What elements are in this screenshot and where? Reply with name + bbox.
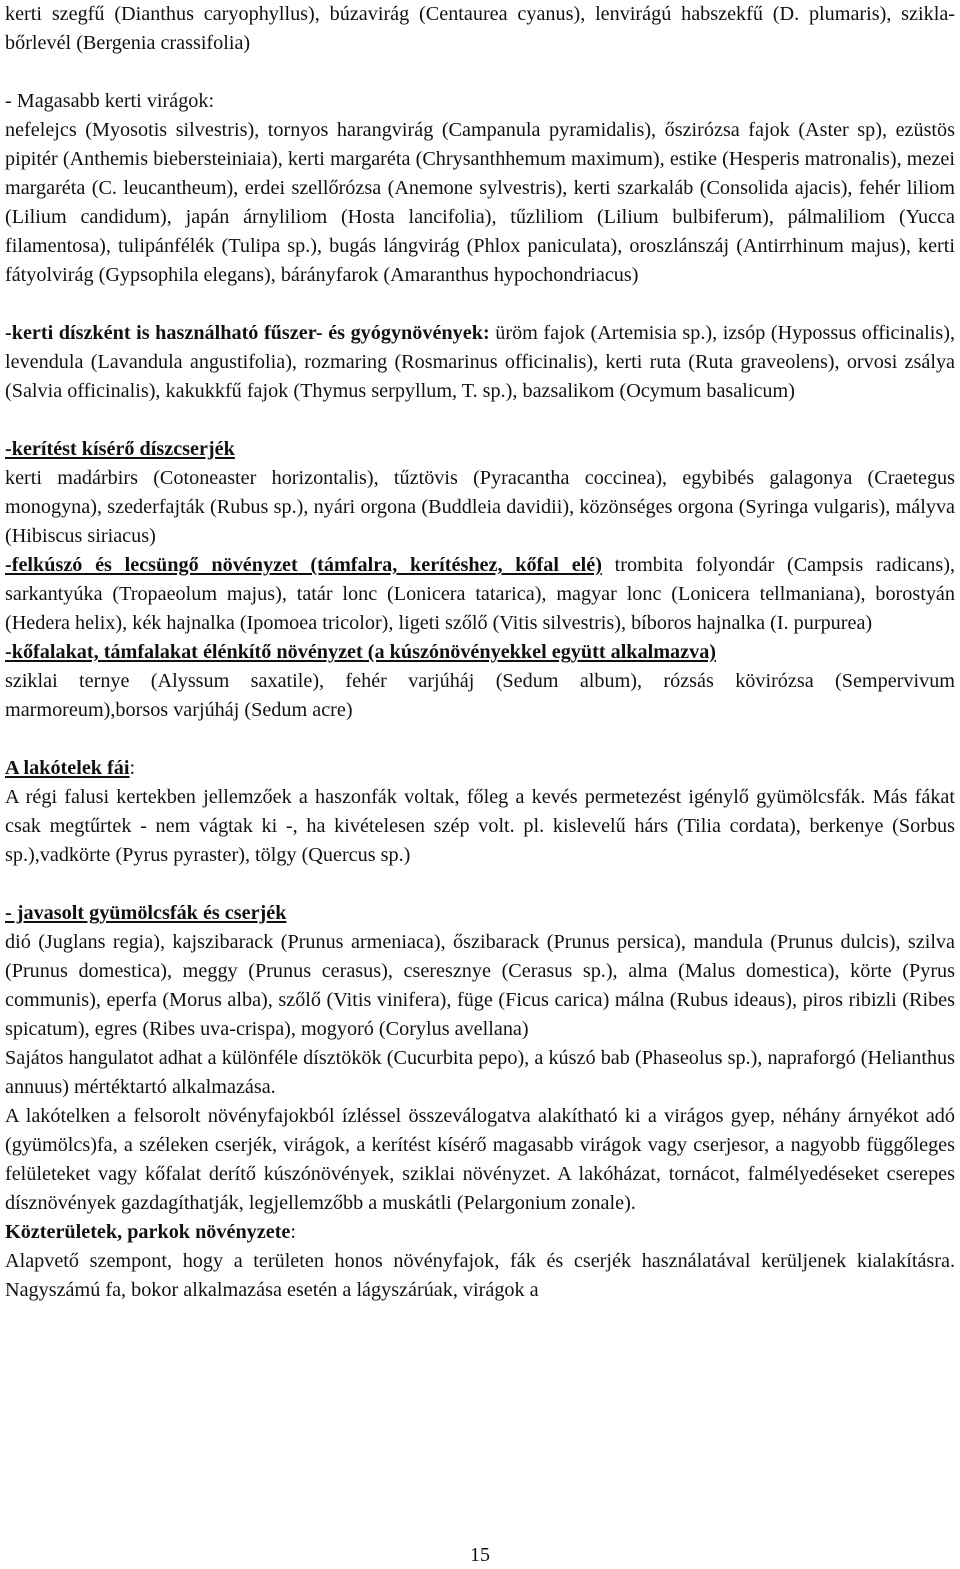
section-heading-rock-walls: -kőfalakat, támfalakat élénkítő növényzet (a kúszónövényekkel együtt alkalmazva): [5, 641, 717, 663]
section-heading-herbs: -kerti díszként is használható fűszer- és gyógynövények:: [5, 322, 490, 344]
rock-walls-paragraph: sziklai ternye (Alyssum saxatile), fehér varjúháj (Sedum album), rózsás kövirózsa (Sempervivum marmoreum),borsos varjúháj (Sedum acre): [5, 670, 955, 721]
fence-shrubs-paragraph: kerti madárbirs (Cotoneaster horizontalis), tűztövis (Pyracantha coccinea), egybibés galagonya (Craetegus monogyna), szederfajták (Rubus sp.), nyári orgona (Buddleia davidii), közönséges orgona (Syringa vulgaris), mályva (Hibiscus siriacus): [5, 467, 955, 547]
section-heading-climbers: -felkúszó és lecsüngő növényzet (támfalra, kerítéshez, kőfal elé): [5, 554, 602, 576]
spacer: [5, 725, 955, 754]
tall-flowers-paragraph: nefelejcs (Myosotis silvestris), tornyos harangvirág (Campanula pyramidalis), őszirózsa fajok (Aster sp), ezüstös pipitér (Anthemis biebersteiniaia), kerti margaréta (Chrysanthhemum maximum), estike (Hesperis matronalis), mezei margaréta (C. leucantheum), erdei szellőrózsa (Anemone sylvestris), kerti szarkaláb (Consolida ajacis), fehér liliom (Lilium candidum), japán árnyliliom (Hosta lancifolia), tűzliliom (Lilium bulbiferum), pálmaliliom (Yucca filamentosa), tulipánfélék (Tulipa sp.), bugás lángvirág (Phlox paniculata), oroszlánszáj (Antirrhinum majus), kerti fátyolvirág (Gypsophila elegans), bárányfarok (Amaranthus hypochondriacus): [5, 119, 955, 286]
intro-paragraph: kerti szegfű (Dianthus caryophyllus), búzavirág (Centaurea cyanus), lenvirágú habszekfű (D. plumaris), szikla-bőrlevél (Bergenia crassifolia): [5, 3, 955, 54]
herbs-text: üröm fajok (Artemisia sp.), izsóp (Hypossus officinalis), levendula (Lavandula angustifolia), rozmaring (Rosmarinus officinalis), kerti ruta (Ruta graveolens), orvosi zsálya (Salvia officinalis), kakukkfű fajok (Thymus serpyllum, T. sp.), bazsalikom (Ocymum basalicum): [5, 322, 955, 402]
spacer: [5, 870, 955, 899]
climbers-text: trombita folyondár (Campsis radicans), sarkantyúka (Tropaeolum majus), tatár lonc (Lonicera tatarica), magyar lonc (Lonicera tellmaniana), borostyán (Hedera helix), kék hajnalka (Ipomoea tricolor), ligeti szőlő (Vitis silvestris), bíboros hajnalka (I. purpurea): [5, 554, 955, 634]
spacer: [5, 406, 955, 435]
spacer: [5, 290, 955, 319]
public-paragraph: Alapvető szempont, hogy a területen honos növényfajok, fák és cserjék használatával kerüljenek kialakításra. Nagyszámú fa, bokor alkalmazása esetén a lágyszárúak, virágok a: [5, 1250, 955, 1301]
fruit-extra-paragraph: Sajátos hangulatot adhat a különféle dísztökök (Cucurbita pepo), a kúszó bab (Phaseolus sp.), napraforgó (Helianthus annuus) mértéktartó alkalmazása.: [5, 1047, 955, 1098]
spacer: [5, 58, 955, 87]
section-heading-public: Közterületek, parkok növényzete:: [5, 1221, 296, 1243]
climbers-paragraph: [5, 551, 955, 638]
section-heading-fence-shrubs: -kerítést kísérő díszcserjék: [5, 438, 235, 460]
page-number: 15: [470, 1544, 490, 1566]
section-heading-tall-flowers: - Magasabb kerti virágok:: [5, 90, 215, 112]
fruit-paragraph: dió (Juglans regia), kajszibarack (Prunus armeniaca), őszibarack (Prunus persica), mandula (Prunus dulcis), szilva (Prunus domestica), meggy (Prunus cerasus), cseresznye (Cerasus sp.), alma (Malus domestica), körte (Pyrus communis), eperfa (Morus alba), szőlő (Vitis vinifera), füge (Ficus carica) málna (Rubus ideaus), piros ribizli (Ribes spicatum), egres (Ribes uva-crispa), mogyoró (Corylus avellana): [5, 931, 955, 1040]
herbs-paragraph: [5, 319, 955, 406]
section-heading-trees: A lakótelek fái:: [5, 757, 136, 779]
trees-paragraph: A régi falusi kertekben jellemzőek a haszonfák voltak, főleg a kevés permetezést igénylő gyümölcsfák. Más fákat csak megtűrtek - nem vágtak ki -, ha kivételesen szép volt. pl. kislevelű hárs (Tilia cordata), berkenye (Sorbus sp.),vadkörte (Pyrus pyraster), tölgy (Quercus sp.): [5, 786, 955, 866]
section-heading-fruit: - javasolt gyümölcsfák és cserjék: [5, 902, 287, 924]
garden-summary-paragraph: A lakótelken a felsorolt növényfajokból ízléssel összeválogatva alakítható ki a virágos gyep, néhány árnyékot adó (gyümölcs)fa, a széleken cserjék, virágok, a kerítést kísérő magasabb virágok vagy cserjesor, a nagyobb függőleges felületeket vagy kőfalat derítő kúszónövények, sziklai növényzet. A lakóházat, tornácot, falmélyedéseket cserepes dísznövények gazdagíthatják, legjellemzőbb a muskátli (Pelargonium zonale).: [5, 1105, 955, 1214]
document-page: [5, 0, 955, 1305]
